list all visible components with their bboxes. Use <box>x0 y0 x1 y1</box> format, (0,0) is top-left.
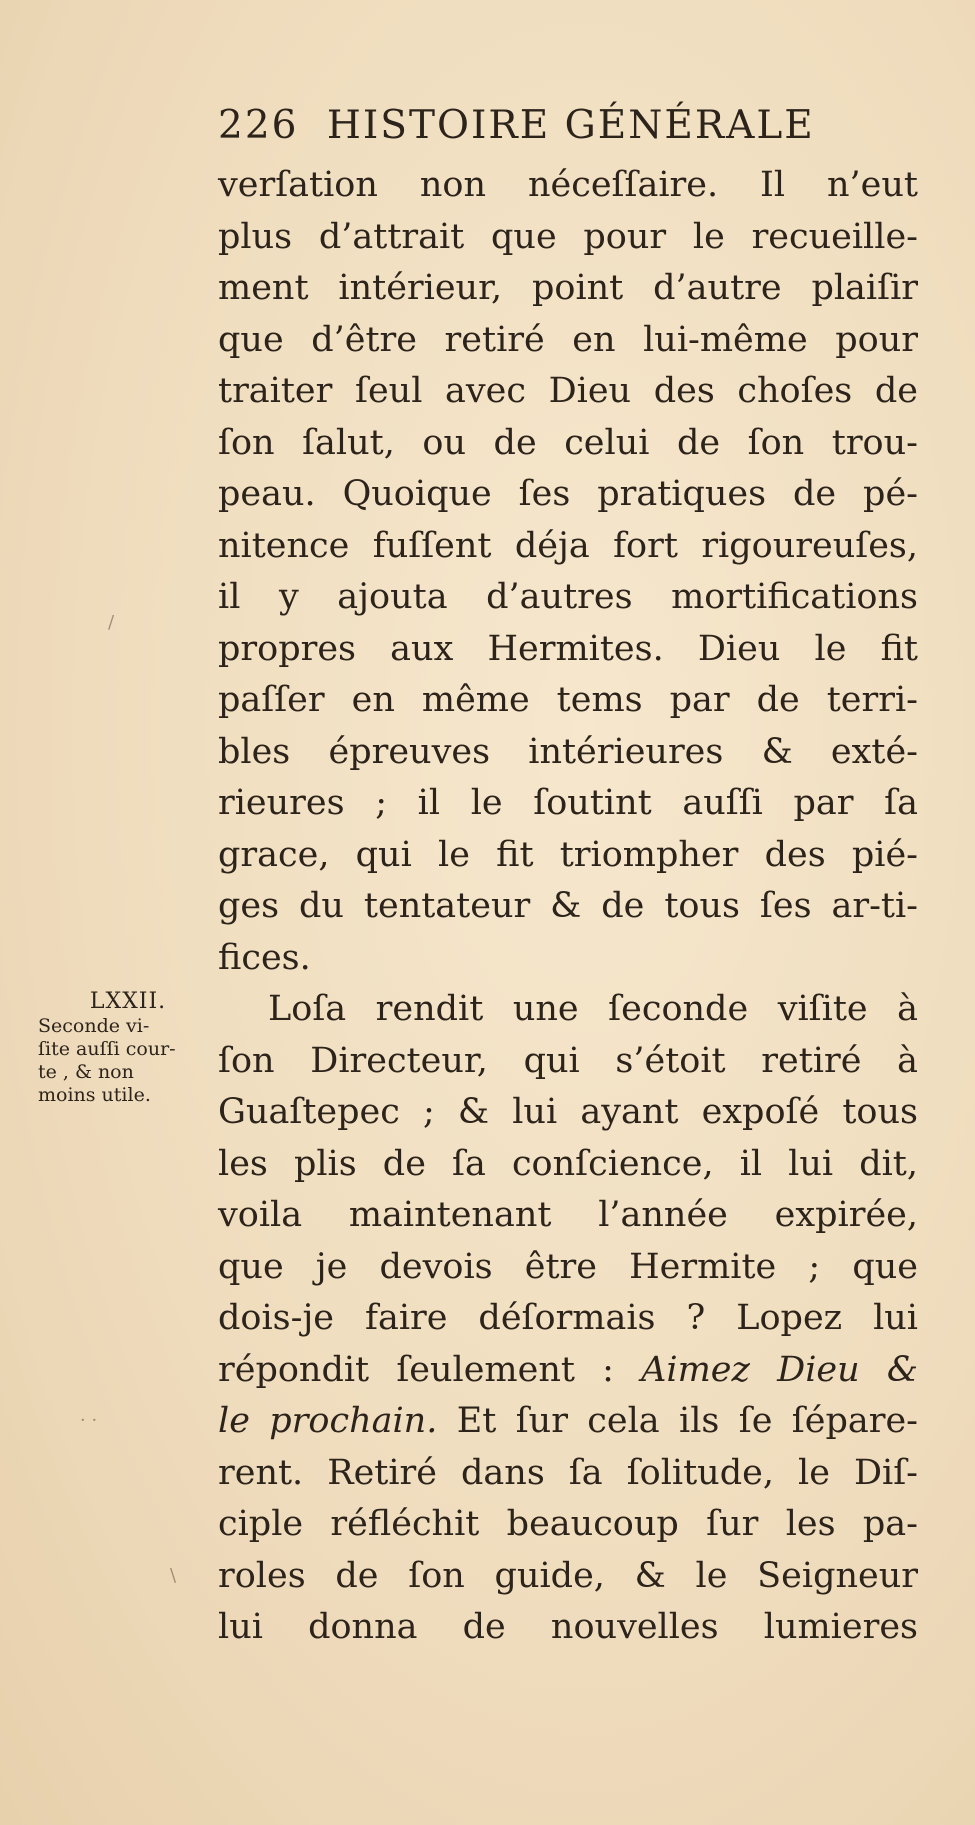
text-line: lui donna de nouvelles lumieres <box>218 1607 918 1647</box>
text-line: rieures ; il le ſoutint auſſi par ſa <box>218 783 918 823</box>
page-number: 226 <box>218 103 299 148</box>
text-line: voila maintenant l’année expirée, <box>218 1195 918 1235</box>
text-span: répondit ſeulement : <box>218 1349 614 1390</box>
margin-note-line: moins utile. <box>38 1084 151 1106</box>
text-line: paſſer en même tems par de terri- <box>218 680 918 720</box>
text-line: ges du tentateur & de tous ſes ar-ti- <box>218 886 918 926</box>
body-text <box>218 160 918 1654</box>
margin-note-line: te , & non <box>38 1061 134 1083</box>
italic-quote: le prochain. <box>218 1401 438 1441</box>
text-line: ment intérieur, point d’autre plaiſir <box>218 268 918 308</box>
text-line: Loſa rendit une ſeconde viſite à <box>268 989 918 1029</box>
text-line: Guaſtepec ; & lui ayant expoſé tous <box>218 1092 918 1132</box>
text-line: que d’être retiré en lui-même pour <box>218 319 918 360</box>
text-span: Et ſur cela ils ſe ſépare- <box>456 1401 918 1441</box>
margin-note <box>38 990 218 1107</box>
text-line: peau. Quoique ſes pratiques de pé- <box>218 474 918 514</box>
running-head <box>218 103 868 148</box>
text-line: ſon Directeur, qui s’étoit retiré à <box>218 1040 918 1081</box>
text-line: plus d’attrait que pour le recueille- <box>218 216 918 257</box>
ink-speck-icon: / <box>108 612 115 633</box>
text-line <box>218 1345 918 1397</box>
text-line: que je devois être Hermite ; que <box>218 1246 918 1287</box>
text-line: ſon ſalut, ou de celui de ſon trou- <box>218 422 918 463</box>
text-line: rent. Retiré dans ſa ſolitude, le Diſ- <box>218 1452 918 1493</box>
text-line: dois-je faire déſormais ? Lopez lui <box>218 1298 918 1338</box>
margin-note-line: ſite auſſi cour- <box>38 1038 176 1060</box>
text-line: nitence fuſſent déja fort rigoureuſes, <box>218 525 918 566</box>
text-line: roles de ſon guide, & le Seigneur <box>218 1555 918 1596</box>
text-line: grace, qui le fit triompher des pié- <box>218 834 918 875</box>
text-line: verſation non néceſſaire. Il n’eut <box>218 165 918 205</box>
text-line: fices. <box>218 937 311 978</box>
running-title: HISTOIRE GÉNÉRALE <box>326 103 815 148</box>
text-line <box>218 1396 918 1448</box>
ink-speck-icon: \ <box>170 1565 177 1586</box>
margin-note-line: Seconde vi- <box>38 1015 150 1037</box>
text-line: ciple réfléchit beaucoup ſur les pa- <box>218 1504 918 1544</box>
text-line: les plis de ſa conſcience, il lui dit, <box>218 1143 918 1184</box>
ink-speck-icon: · · <box>80 1410 98 1431</box>
margin-note-number: LXXII. <box>89 989 167 1014</box>
text-line: bles épreuves intérieures & exté- <box>218 731 918 772</box>
text-line: il y ajouta d’autres mortifications <box>218 577 918 617</box>
text-line: propres aux Hermites. Dieu le fit <box>218 628 918 669</box>
italic-quote: Aimez Dieu & <box>641 1349 918 1390</box>
text-line: traiter ſeul avec Dieu des choſes de <box>218 371 918 411</box>
